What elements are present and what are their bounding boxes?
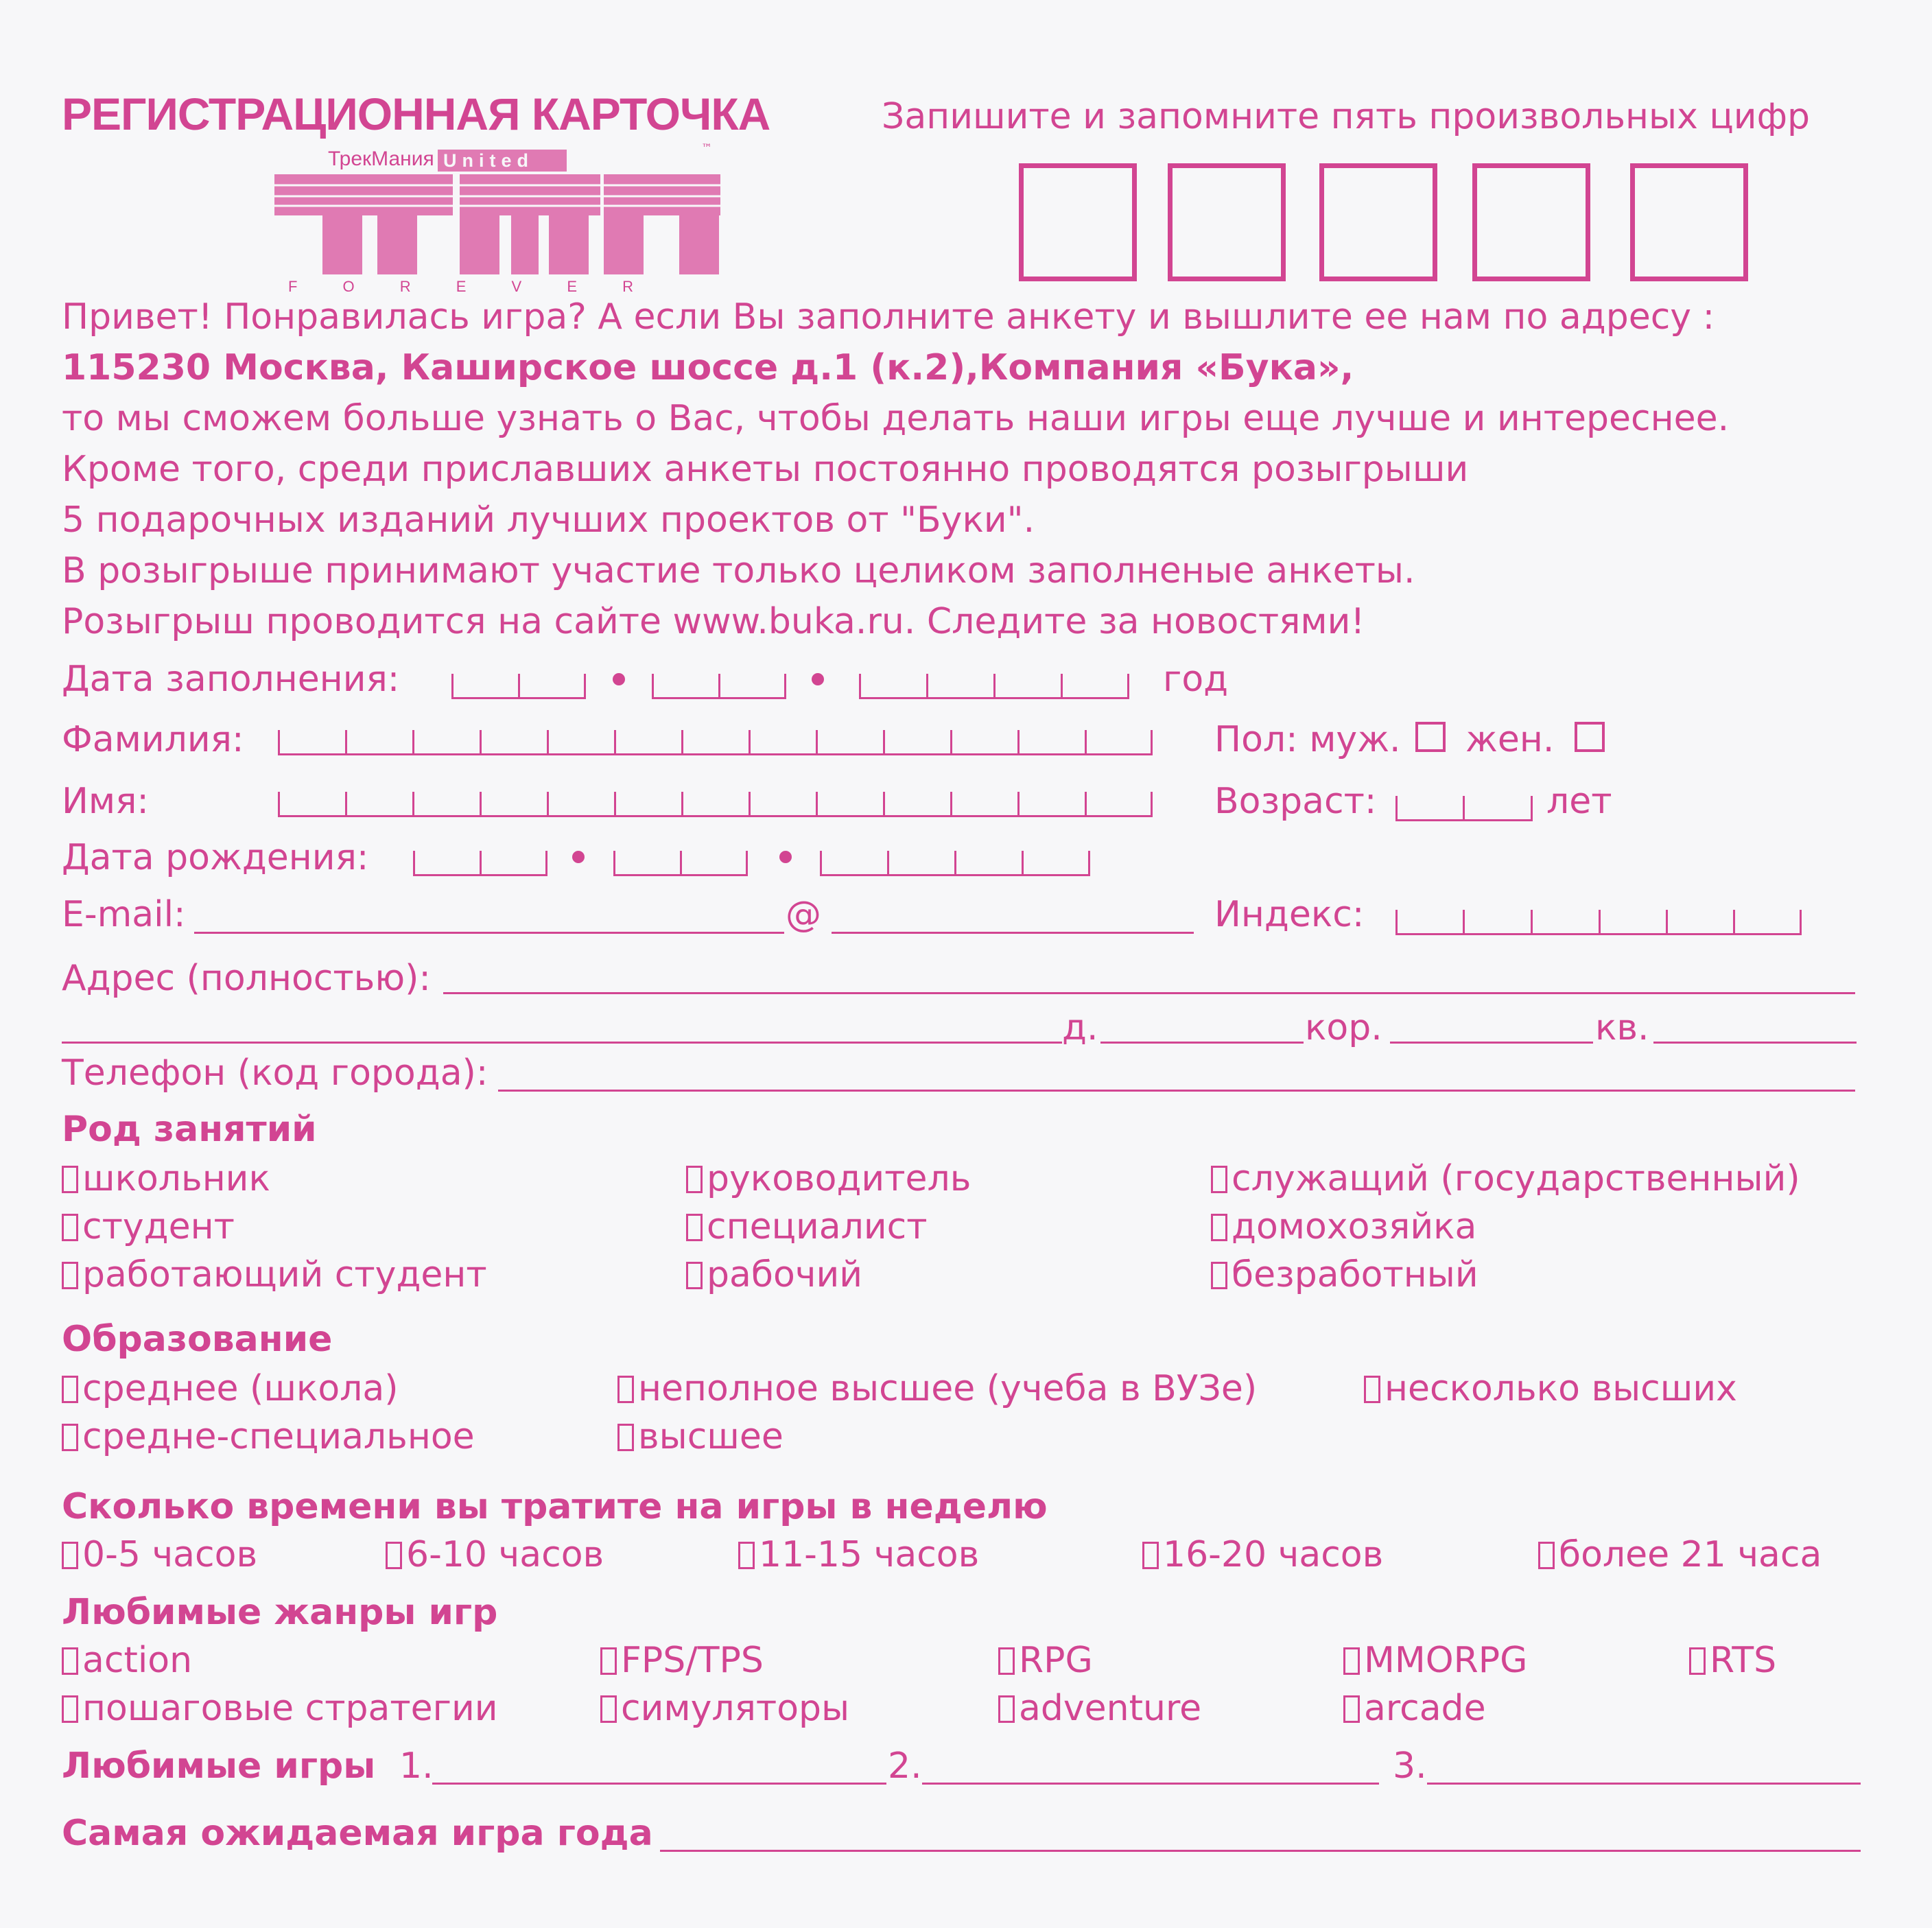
genres-heading: Любимые жанры игр (62, 1592, 498, 1633)
fill-date-year[interactable] (859, 674, 1129, 699)
logo-united-badge: United (438, 150, 567, 172)
digit-box-1[interactable] (1019, 163, 1137, 281)
email-domain-field[interactable] (832, 932, 1194, 934)
intro-address: 115230 Москва, Каширское шоссе д.1 (к.2),Компания «Бука», (62, 347, 1354, 388)
birth-date-year[interactable] (820, 851, 1090, 876)
intro-line-5: 5 подарочных изданий лучших проектов от "Буки". (62, 499, 1035, 541)
education-heading: Образование (62, 1319, 333, 1360)
flat-field[interactable] (1653, 1042, 1857, 1044)
building-field[interactable] (1390, 1042, 1593, 1044)
house-label: д. (1062, 1007, 1098, 1048)
name-input[interactable] (278, 792, 1153, 817)
intro-line-3: то мы сможем больше узнать о Вас, чтобы делать наши игры еще лучше и интереснее. (62, 398, 1730, 439)
fill-date-day[interactable] (451, 674, 586, 699)
anticipated-game-field[interactable] (660, 1850, 1861, 1852)
intro-line-1: Привет! Понравилась игра? А если Вы заполните анкету и вышлите ее нам по адресу : (62, 296, 1715, 338)
gender-female-label: жен. (1465, 719, 1555, 760)
surname-input[interactable] (278, 730, 1153, 755)
card-title: РЕГИСТРАЦИОННАЯ КАРТОЧКА (62, 89, 770, 139)
favorites-heading: Любимые игры (62, 1745, 376, 1787)
email-at-sign: @ (786, 894, 821, 935)
education-option[interactable]: неполное высшее (учеба в ВУЗе) (617, 1368, 1257, 1409)
gender-label: Пол: муж. (1214, 719, 1401, 760)
logo-tmf-graphic (274, 174, 727, 277)
digit-box-3[interactable] (1319, 163, 1437, 281)
digit-box-5[interactable] (1630, 163, 1748, 281)
date-separator-dot (779, 851, 792, 863)
occupation-option[interactable]: работающий студент (62, 1254, 487, 1295)
time-option[interactable]: 11-15 часов (738, 1534, 979, 1575)
address-label: Адрес (полностью): (62, 958, 431, 999)
intro-line-6: В розыгрыше принимают участие только целиком заполненые анкеты. (62, 550, 1415, 591)
favorite-game-1-field[interactable] (432, 1783, 886, 1785)
time-option[interactable]: 6-10 часов (386, 1534, 604, 1575)
intro-line-4: Кроме того, среди приславших анкеты постоянно проводятся розыгрыши (62, 449, 1469, 490)
occupation-option[interactable]: специалист (686, 1206, 928, 1247)
education-option[interactable]: средне-специальное (62, 1416, 475, 1457)
age-unit: лет (1546, 781, 1612, 822)
favorite-number-1: 1. (399, 1745, 434, 1787)
address-field-line-2[interactable] (62, 1042, 1062, 1044)
genre-option[interactable]: action (62, 1640, 192, 1681)
name-label: Имя: (62, 781, 149, 822)
birth-date-label: Дата рождения: (62, 837, 369, 878)
favorite-number-3: 3. (1393, 1745, 1427, 1787)
digits-prompt: Запишите и запомните пять произвольных цифр (882, 96, 1811, 137)
age-input[interactable] (1395, 796, 1533, 821)
birth-date-day[interactable] (413, 851, 547, 876)
occupation-option[interactable]: служащий (государственный) (1211, 1158, 1800, 1199)
phone-field[interactable] (498, 1090, 1855, 1092)
genre-option[interactable]: MMORPG (1343, 1640, 1527, 1681)
age-label: Возраст: (1214, 781, 1377, 822)
index-label: Индекс: (1214, 894, 1365, 935)
date-separator-dot (572, 851, 585, 863)
digit-box-2[interactable] (1168, 163, 1286, 281)
genre-option[interactable]: RTS (1689, 1640, 1776, 1681)
date-separator-dot (613, 673, 625, 685)
occupation-option[interactable]: школьник (62, 1158, 270, 1199)
flat-label: кв. (1595, 1007, 1649, 1048)
gender-female-checkbox[interactable] (1575, 722, 1605, 752)
intro-line-7: Розыгрыш проводится на сайте www.buka.ru. Следите за новостями! (62, 601, 1365, 642)
gender-male-checkbox[interactable] (1415, 722, 1446, 752)
occupation-heading: Род занятий (62, 1109, 317, 1150)
genre-option[interactable]: RPG (998, 1640, 1093, 1681)
education-option[interactable]: высшее (617, 1416, 784, 1457)
phone-label: Телефон (код города): (62, 1053, 488, 1094)
fill-date-month[interactable] (652, 674, 786, 699)
address-field-line-1[interactable] (443, 992, 1855, 994)
year-label: год (1163, 659, 1229, 700)
logo-brand-text: ТрекМания (328, 148, 434, 170)
occupation-option[interactable]: безработный (1211, 1254, 1479, 1295)
surname-label: Фамилия: (62, 719, 244, 760)
favorite-game-2-field[interactable] (922, 1783, 1379, 1785)
occupation-option[interactable]: студент (62, 1206, 235, 1247)
anticipated-heading: Самая ожидаемая игра года (62, 1813, 653, 1854)
education-option[interactable]: среднее (школа) (62, 1368, 399, 1409)
genre-option[interactable]: adventure (998, 1688, 1201, 1729)
trackmania-logo (274, 137, 727, 302)
logo-trademark: ™ (701, 141, 712, 154)
logo-forever: F O R E V E R (288, 278, 655, 295)
email-user-field[interactable] (194, 932, 784, 934)
genre-option[interactable]: симуляторы (600, 1688, 849, 1729)
house-field[interactable] (1100, 1042, 1304, 1044)
fill-date-label: Дата заполнения: (62, 659, 400, 700)
digit-box-4[interactable] (1472, 163, 1590, 281)
time-option[interactable]: 16-20 часов (1142, 1534, 1383, 1575)
email-label: E-mail: (62, 894, 186, 935)
genre-option[interactable]: arcade (1343, 1688, 1486, 1729)
favorite-game-3-field[interactable] (1427, 1783, 1861, 1785)
occupation-option[interactable]: рабочий (686, 1254, 862, 1295)
building-label: кор. (1305, 1007, 1382, 1048)
birth-date-month[interactable] (613, 851, 748, 876)
time-heading: Сколько времени вы тратите на игры в неделю (62, 1486, 1048, 1527)
occupation-option[interactable]: домохозяйка (1211, 1206, 1476, 1247)
genre-option[interactable]: FPS/TPS (600, 1640, 764, 1681)
favorite-number-2: 2. (888, 1745, 922, 1787)
date-separator-dot (812, 673, 824, 685)
index-input[interactable] (1395, 910, 1802, 935)
time-option[interactable]: 0-5 часов (62, 1534, 257, 1575)
time-option[interactable]: более 21 часа (1538, 1534, 1822, 1575)
genre-option[interactable]: пошаговые стратегии (62, 1688, 498, 1729)
occupation-option[interactable]: руководитель (686, 1158, 971, 1199)
education-option[interactable]: несколько высших (1364, 1368, 1737, 1409)
